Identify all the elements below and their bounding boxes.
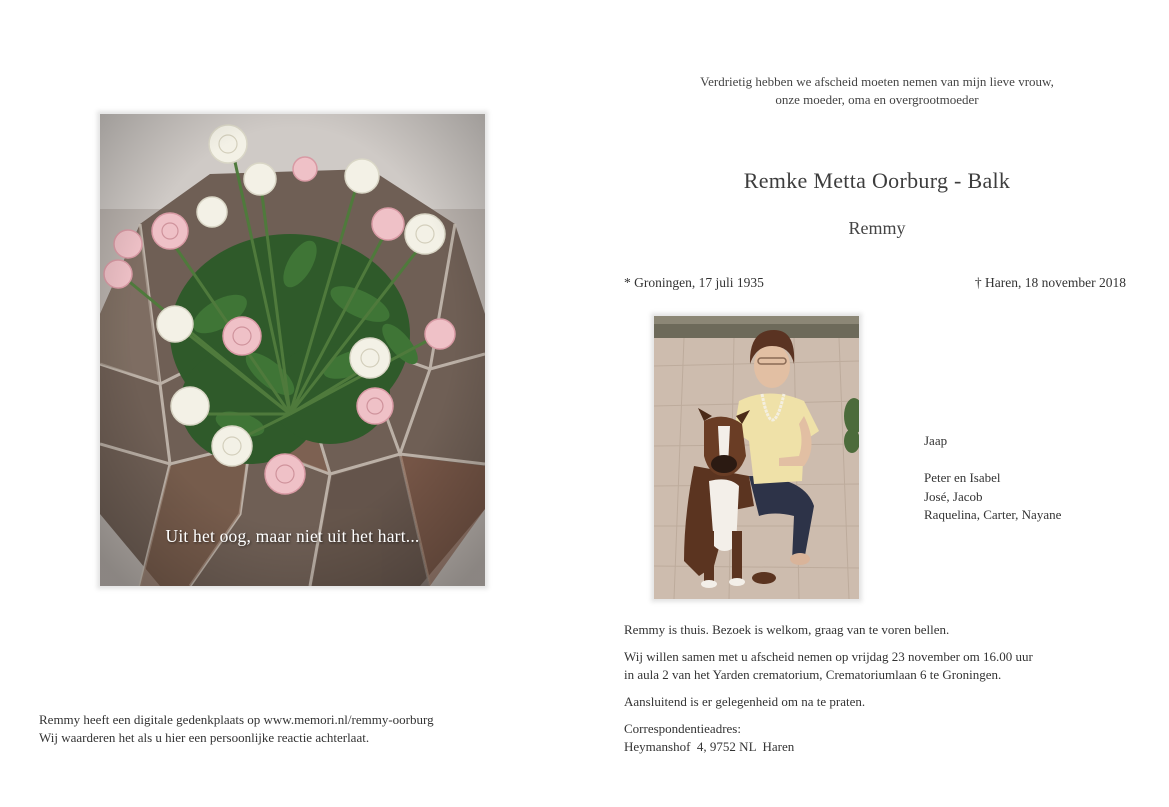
deceased-name: Remke Metta Oorburg - Balk <box>743 168 1011 193</box>
correspondence-paragraph <box>624 720 1124 756</box>
correspondence-address: Heymanshof 4, 9752 NL Haren <box>624 739 795 754</box>
correspondence-label: Correspondentieadres: <box>624 721 741 736</box>
roses-photo <box>100 114 485 586</box>
nickname: Remmy <box>848 218 906 238</box>
memorial-line-1: Remmy heeft een digitale gedenkplaats op www.memori.nl/remmy-oorburg <box>39 712 434 727</box>
relative-spouse: Jaap <box>924 433 948 448</box>
intro-text <box>620 73 1134 109</box>
ceremony-line-2: in aula 2 van het Yarden crematorium, Crematoriumlaan 6 te Groningen. <box>624 667 1002 682</box>
intro-line-2: onze moeder, oma en overgrootmoeder <box>775 92 979 107</box>
death-line: † Haren, 18 november 2018 <box>974 275 1126 290</box>
announcement-body <box>624 621 1124 765</box>
portrait-photo <box>654 316 859 599</box>
relative-line-2: José, Jacob <box>924 488 983 504</box>
relative-line-3: Raquelina, Carter, Nayane <box>924 507 1062 522</box>
birth-line: * Groningen, 17 juli 1935 <box>624 275 764 290</box>
ceremony-paragraph <box>624 648 1124 684</box>
afterwards-line: Aansluitend is er gelegenheid om na te praten. <box>624 694 866 709</box>
relative-line-1: Peter en Isabel <box>924 470 1001 485</box>
intro-line-1: Verdrietig hebben we afscheid moeten nemen van mijn lieve vrouw, <box>700 74 1054 89</box>
visit-paragraph <box>624 621 1124 639</box>
visit-line: Remmy is thuis. Bezoek is welkom, graag van te voren bellen. <box>624 622 950 637</box>
memorial-line-2: Wij waarderen het als u hier een persoonlijke reactie achterlaat. <box>39 730 370 745</box>
ceremony-line-1: Wij willen samen met u afscheid nemen op vrijdag 23 november om 16.00 uur <box>624 649 1033 664</box>
roses-illustration <box>100 114 485 586</box>
portrait-illustration <box>654 316 859 599</box>
memorial-note <box>39 711 559 747</box>
relatives-list <box>924 432 1061 525</box>
roses-caption: Uit het oog, maar niet uit het hart... <box>165 526 420 546</box>
afterwards-paragraph <box>624 693 1124 711</box>
